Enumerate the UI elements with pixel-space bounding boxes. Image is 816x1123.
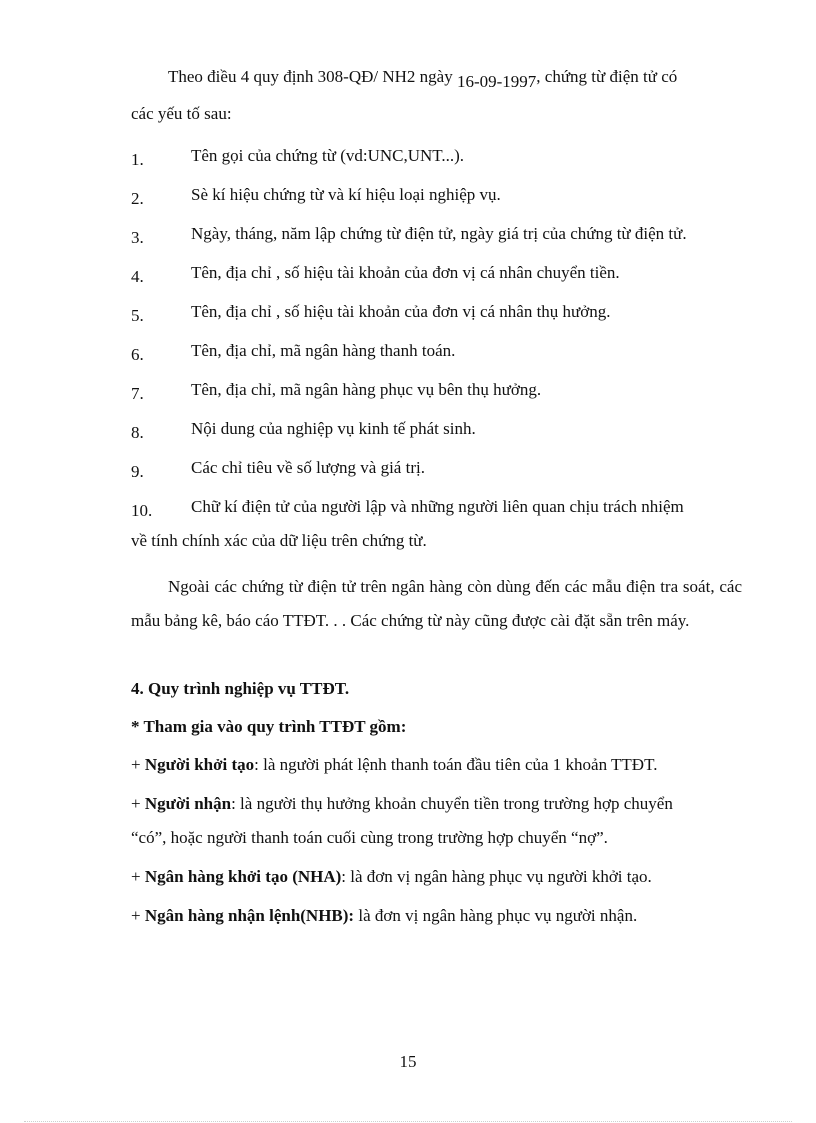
list-item-number: 4. [131, 267, 144, 286]
intro-date: 16-09-1997 [456, 72, 537, 91]
participant-term: Người khởi tạo [144, 755, 255, 774]
participant-item [131, 905, 637, 927]
participant-description: : là đơn vị ngân hàng phục vụ người khởi tạo. [341, 867, 652, 886]
list-item-text: Chữ kí điện tử của người lập và những người liên quan chịu trách nhiệm [191, 497, 684, 516]
list-item-text: Sè kí hiệu chứng từ và kí hiệu loại nghiệp vụ. [191, 185, 501, 204]
page-number: 15 [399, 1052, 417, 1071]
participant-description: là đơn vị ngân hàng phục vụ người nhận. [354, 906, 638, 925]
participant-item [131, 754, 657, 776]
list-item-number: 2. [131, 189, 144, 208]
paragraph: Ngoài các chứng từ điện tử trên ngân hàng còn dùng đến các mẫu điện tra soát, các mẫu bảng kê, báo cáo TTĐT. . . Các chứng từ này cũng được cài đặt sẵn trên máy. [131, 577, 742, 630]
participant-item [131, 866, 652, 888]
page-bottom-divider [24, 1121, 792, 1122]
participant-term: Người nhận [144, 794, 232, 813]
list-item-number: 5. [131, 306, 144, 325]
list-item-number: 6. [131, 345, 144, 364]
sub-heading: * Tham gia vào quy trình TTĐT gồm: [131, 717, 407, 736]
intro-line-1 [168, 66, 678, 91]
participant-prefix: + [131, 867, 145, 886]
participant-prefix: + [131, 755, 145, 774]
list-item-text: Tên, địa chỉ, mã ngân hàng thanh toán. [191, 341, 456, 360]
participant-term: Ngân hàng khởi tạo (NHA) [144, 867, 342, 886]
list-item-continuation: về tính chính xác của dữ liệu trên chứng từ. [131, 531, 427, 550]
list-item-number: 7. [131, 384, 144, 403]
participant-continuation: “có”, hoặc người thanh toán cuối cùng trong trường hợp chuyển “nợ”. [131, 828, 608, 847]
list-item-text: Nội dung của nghiệp vụ kinh tế phát sinh. [191, 419, 476, 438]
participant-prefix: + [131, 794, 145, 813]
list-item-text: Tên gọi của chứng từ (vd:UNC,UNT...). [191, 146, 465, 165]
intro-line-2: các yếu tố sau: [131, 104, 232, 123]
participant-description: : là người phát lệnh thanh toán đầu tiên của 1 khoản TTĐT. [254, 755, 658, 774]
list-item-text: Tên, địa chỉ, mã ngân hàng phục vụ bên thụ hưởng. [191, 380, 542, 399]
list-item-text: Tên, địa chỉ , số hiệu tài khoản của đơn vị cá nhân chuyển tiền. [191, 263, 620, 282]
list-item-number: 1. [131, 150, 144, 169]
intro-text: Theo điều 4 quy định 308-QĐ/ NH2 ngày [168, 67, 453, 86]
participant-prefix: + [131, 906, 145, 925]
list-item-text: Ngày, tháng, năm lập chứng từ điện tử, ngày giá trị của chứng từ điện tử. [191, 224, 687, 243]
list-item-number: 9. [131, 462, 144, 481]
list-item-number: 3. [131, 228, 144, 247]
list-item-number: 8. [131, 423, 144, 442]
list-item-number: 10. [131, 501, 153, 520]
participant-term: Ngân hàng nhận lệnh(NHB): [144, 906, 355, 925]
list-item-text: Các chỉ tiêu về số lượng và giá trị. [191, 458, 425, 477]
section-heading: 4. Quy trình nghiệp vụ TTĐT. [131, 679, 350, 698]
list-item-text: Tên, địa chỉ , số hiệu tài khoản của đơn vị cá nhân thụ hưởng. [191, 302, 611, 321]
intro-text-tail: , chứng từ điện tử có [536, 67, 678, 86]
participant-description: : là người thụ hưởng khoản chuyển tiền trong trường hợp chuyển [231, 794, 673, 813]
participant-item [131, 793, 673, 815]
